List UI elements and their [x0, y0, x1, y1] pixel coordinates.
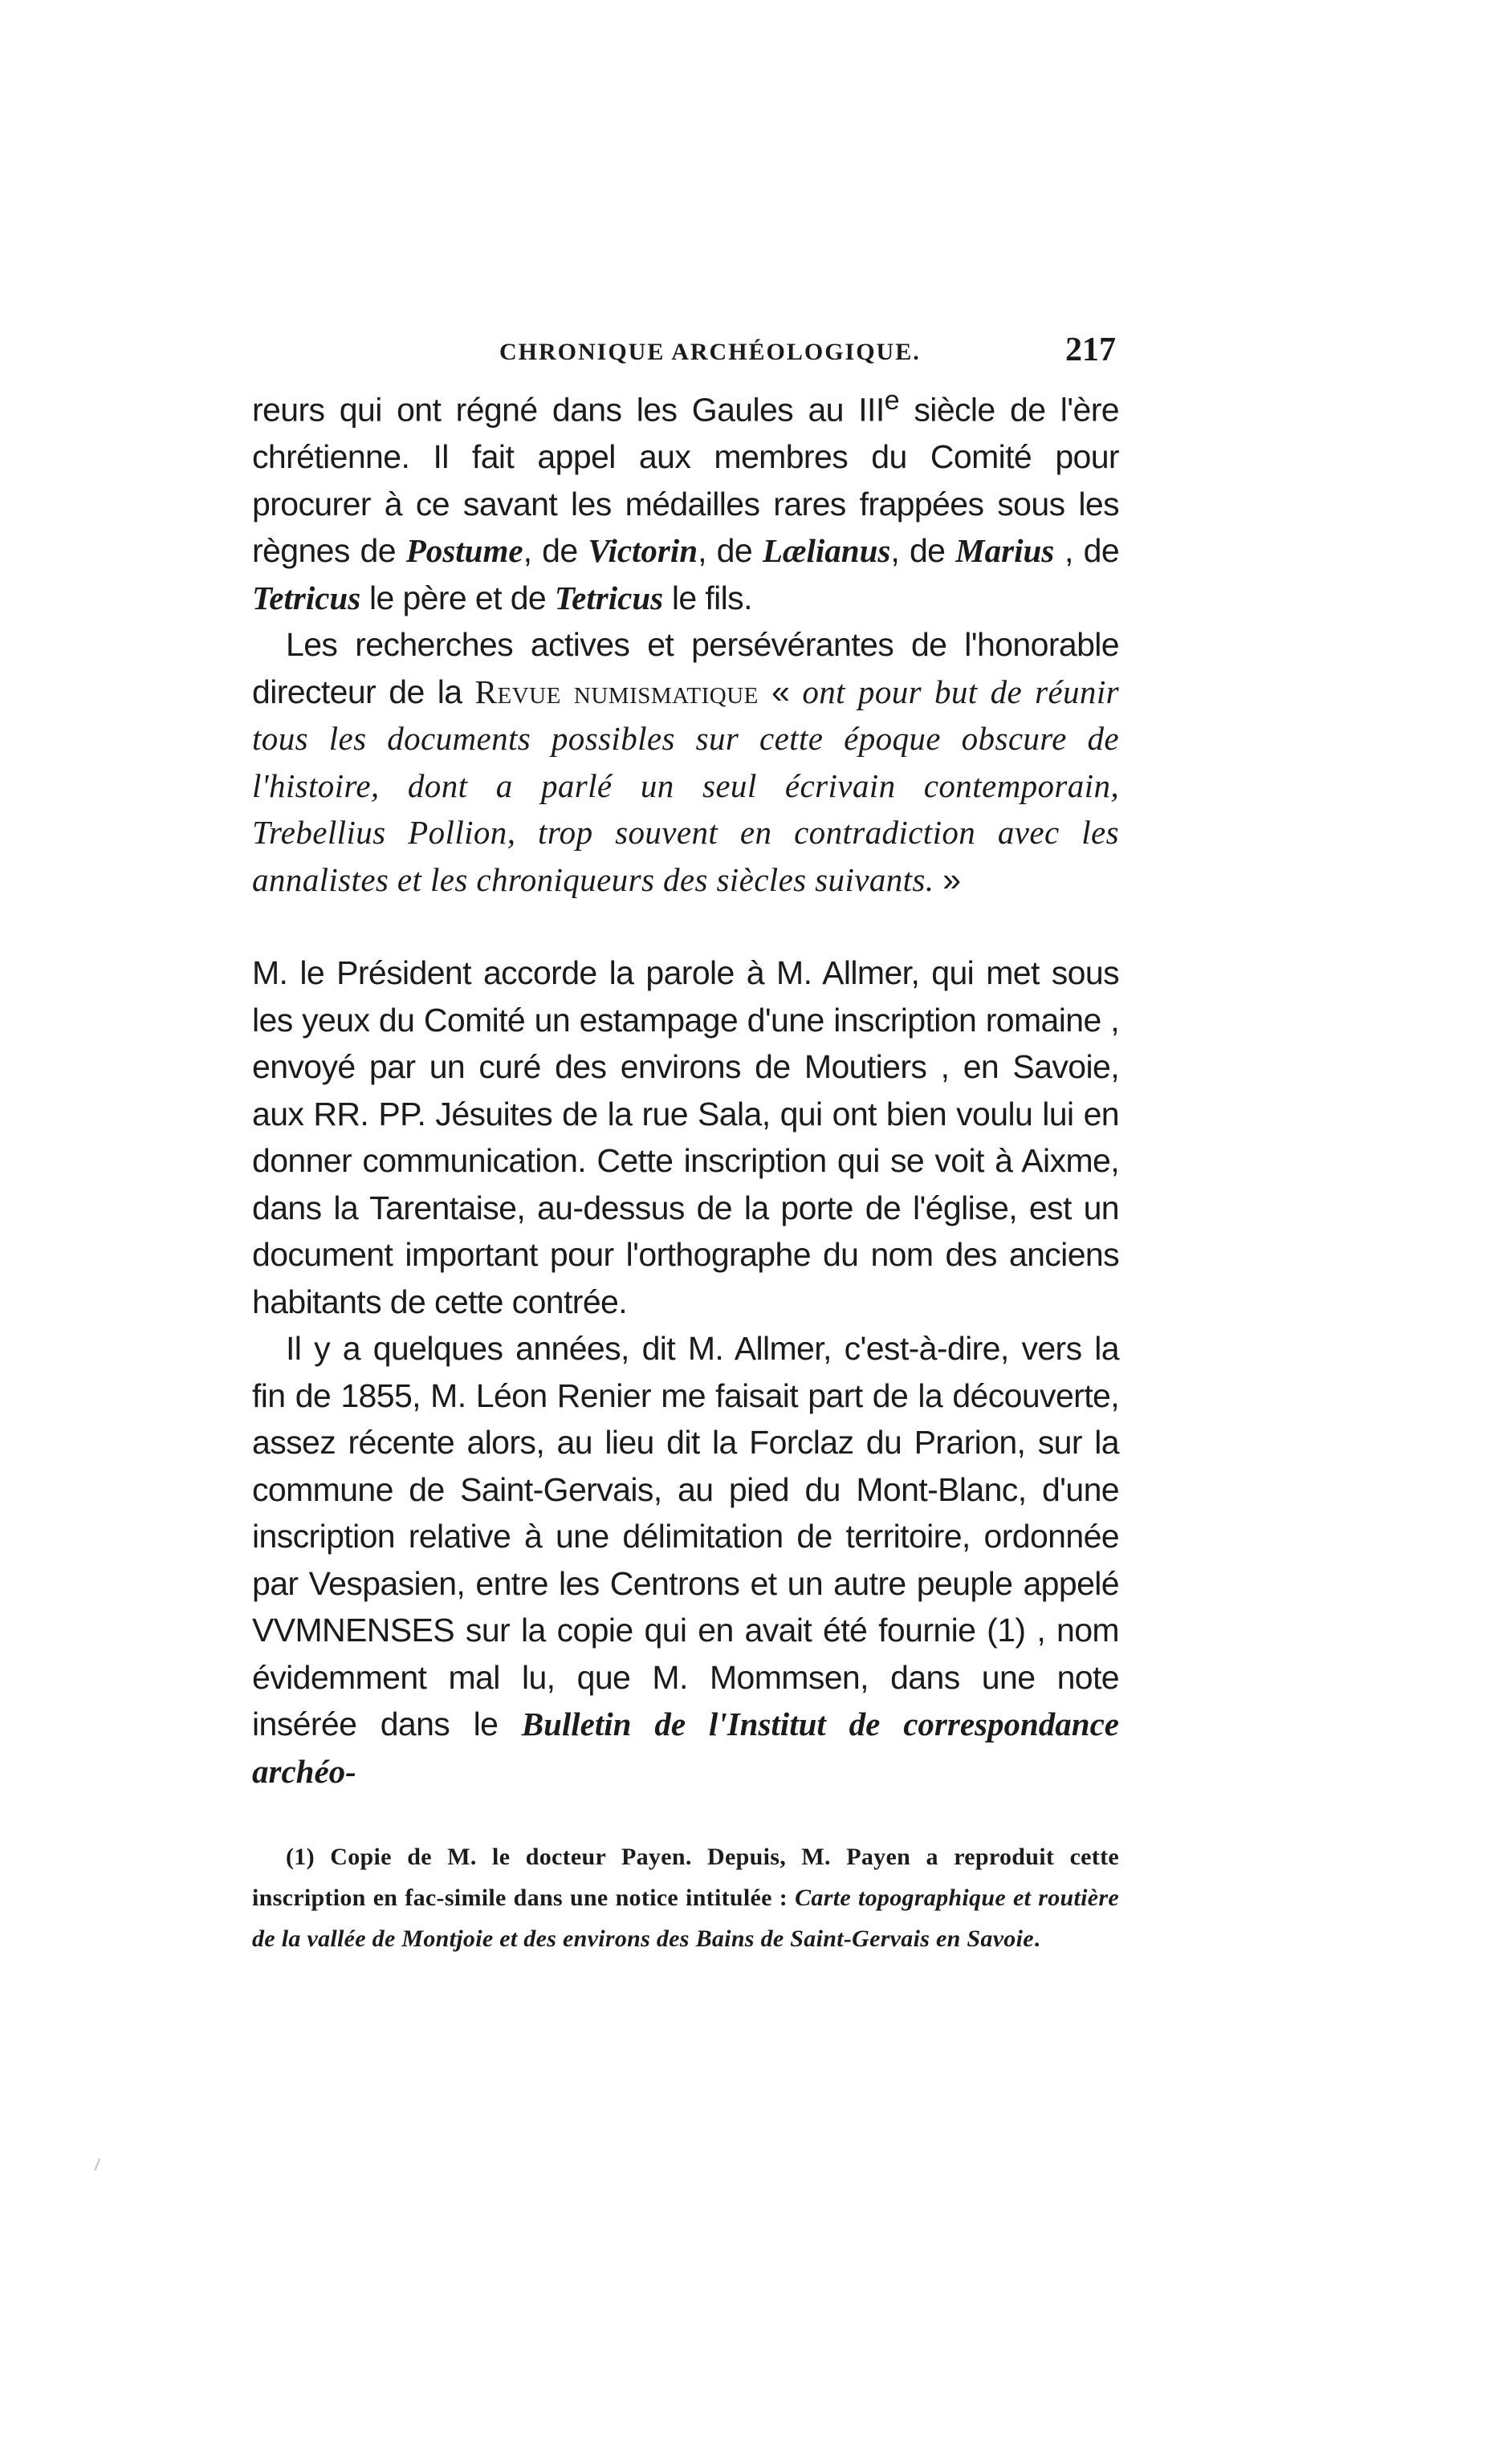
footnotes	[252, 1836, 1119, 1959]
emperor-name: Marius	[955, 532, 1055, 570]
bulletin-title: Bulletin de l'Institut de correspondance archéo-	[252, 1706, 1119, 1790]
paragraph-emperors	[252, 377, 1119, 621]
paragraph-revue	[252, 621, 1119, 903]
emperor-name: Postume	[405, 532, 523, 570]
stray-ink-mark	[94, 2158, 104, 2173]
text-run: (1) Copie de M. le docteur Payen. Depuis, M. Payen a reproduit cette inscription en fac-simile dans une notice intitulée :	[252, 1844, 1119, 1912]
body-text	[252, 377, 1119, 1795]
book-page	[252, 329, 1119, 1959]
text-run: Les recherches actives et persévérantes de l'honorable directeur de la	[252, 626, 1119, 710]
paragraph-gap	[252, 903, 1119, 949]
map-title: Carte topographique et routière de la vallée de Montjoie et des environs des Bains de Saint-Gervais en Savoie	[252, 1885, 1119, 1953]
running-title: CHRONIQUE ARCHÉOLOGIQUE.	[499, 339, 921, 365]
emperor-name: Tetricus	[554, 579, 664, 616]
journal-title: Revue numismatique	[474, 673, 759, 710]
superscript: e	[884, 385, 900, 416]
text-run: »	[934, 860, 961, 898]
text-run: reurs qui ont régné dans les Gaules au III	[252, 391, 885, 429]
quotation: ont pour but de réunir tous les documents possibles sur cette époque obscure de l'histoire, dont a parlé un seul écrivain contemporain, Trebellius Pollion, trop souvent en contradiction avec les annalistes et les chroniqueurs des siècles suivants.	[252, 673, 1119, 898]
page-number: 217	[1065, 331, 1116, 368]
text-run: .	[1033, 1925, 1040, 1953]
text-run: «	[758, 673, 803, 710]
text-run: , de	[698, 532, 763, 570]
text-run: Il y a quelques années, dit M. Allmer, c'est-à-dire, vers la fin de 1855, M. Léon Renier me faisait part de la découverte, assez récente alors, au lieu dit la Forclaz du Prarion, sur la commune de Saint-Gervais, au pied du Mont-Blanc, d'une inscription relative à une délimitation de territoire, ordonnée par Vespasien, entre les Centrons et un autre peuple appelé VVMNENSES sur la copie qui en avait été fournie (1) , nom évidemment mal lu, que M. Mommsen, dans une note insérée dans le	[252, 1330, 1119, 1743]
text-run: , de	[890, 532, 956, 570]
text-run: siècle de l'ère chrétienne. Il fait appel aux membres du Comité pour procurer à ce savant les médailles rares frappées sous les règnes de	[252, 391, 1119, 570]
text-run: le fils.	[663, 579, 752, 616]
running-head	[252, 329, 1119, 377]
footnote-1	[252, 1836, 1119, 1959]
paragraph-allmer	[252, 949, 1119, 1325]
text-run: , de	[1054, 532, 1120, 570]
text-run: le père et de	[360, 579, 555, 616]
emperor-name: Tetricus	[252, 579, 361, 616]
emperor-name: Victorin	[588, 532, 698, 570]
text-run: , de	[523, 532, 588, 570]
emperor-name: Lælianus	[762, 532, 891, 570]
text-run: M. le Président accorde la parole à M. Allmer, qui met sous les yeux du Comité un estampage d'une inscription romaine , envoyé par un curé des environs de Moutiers , en Savoie, aux RR. PP. Jésuites de la rue Sala, qui ont bien voulu lui en donner communication. Cette inscription qui se voit à Aixme, dans la Tarentaise, au-dessus de la porte de l'église, est un document important pour l'orthographe du nom des anciens habitants de cette contrée.	[252, 954, 1119, 1320]
paragraph-inscription	[252, 1325, 1119, 1795]
